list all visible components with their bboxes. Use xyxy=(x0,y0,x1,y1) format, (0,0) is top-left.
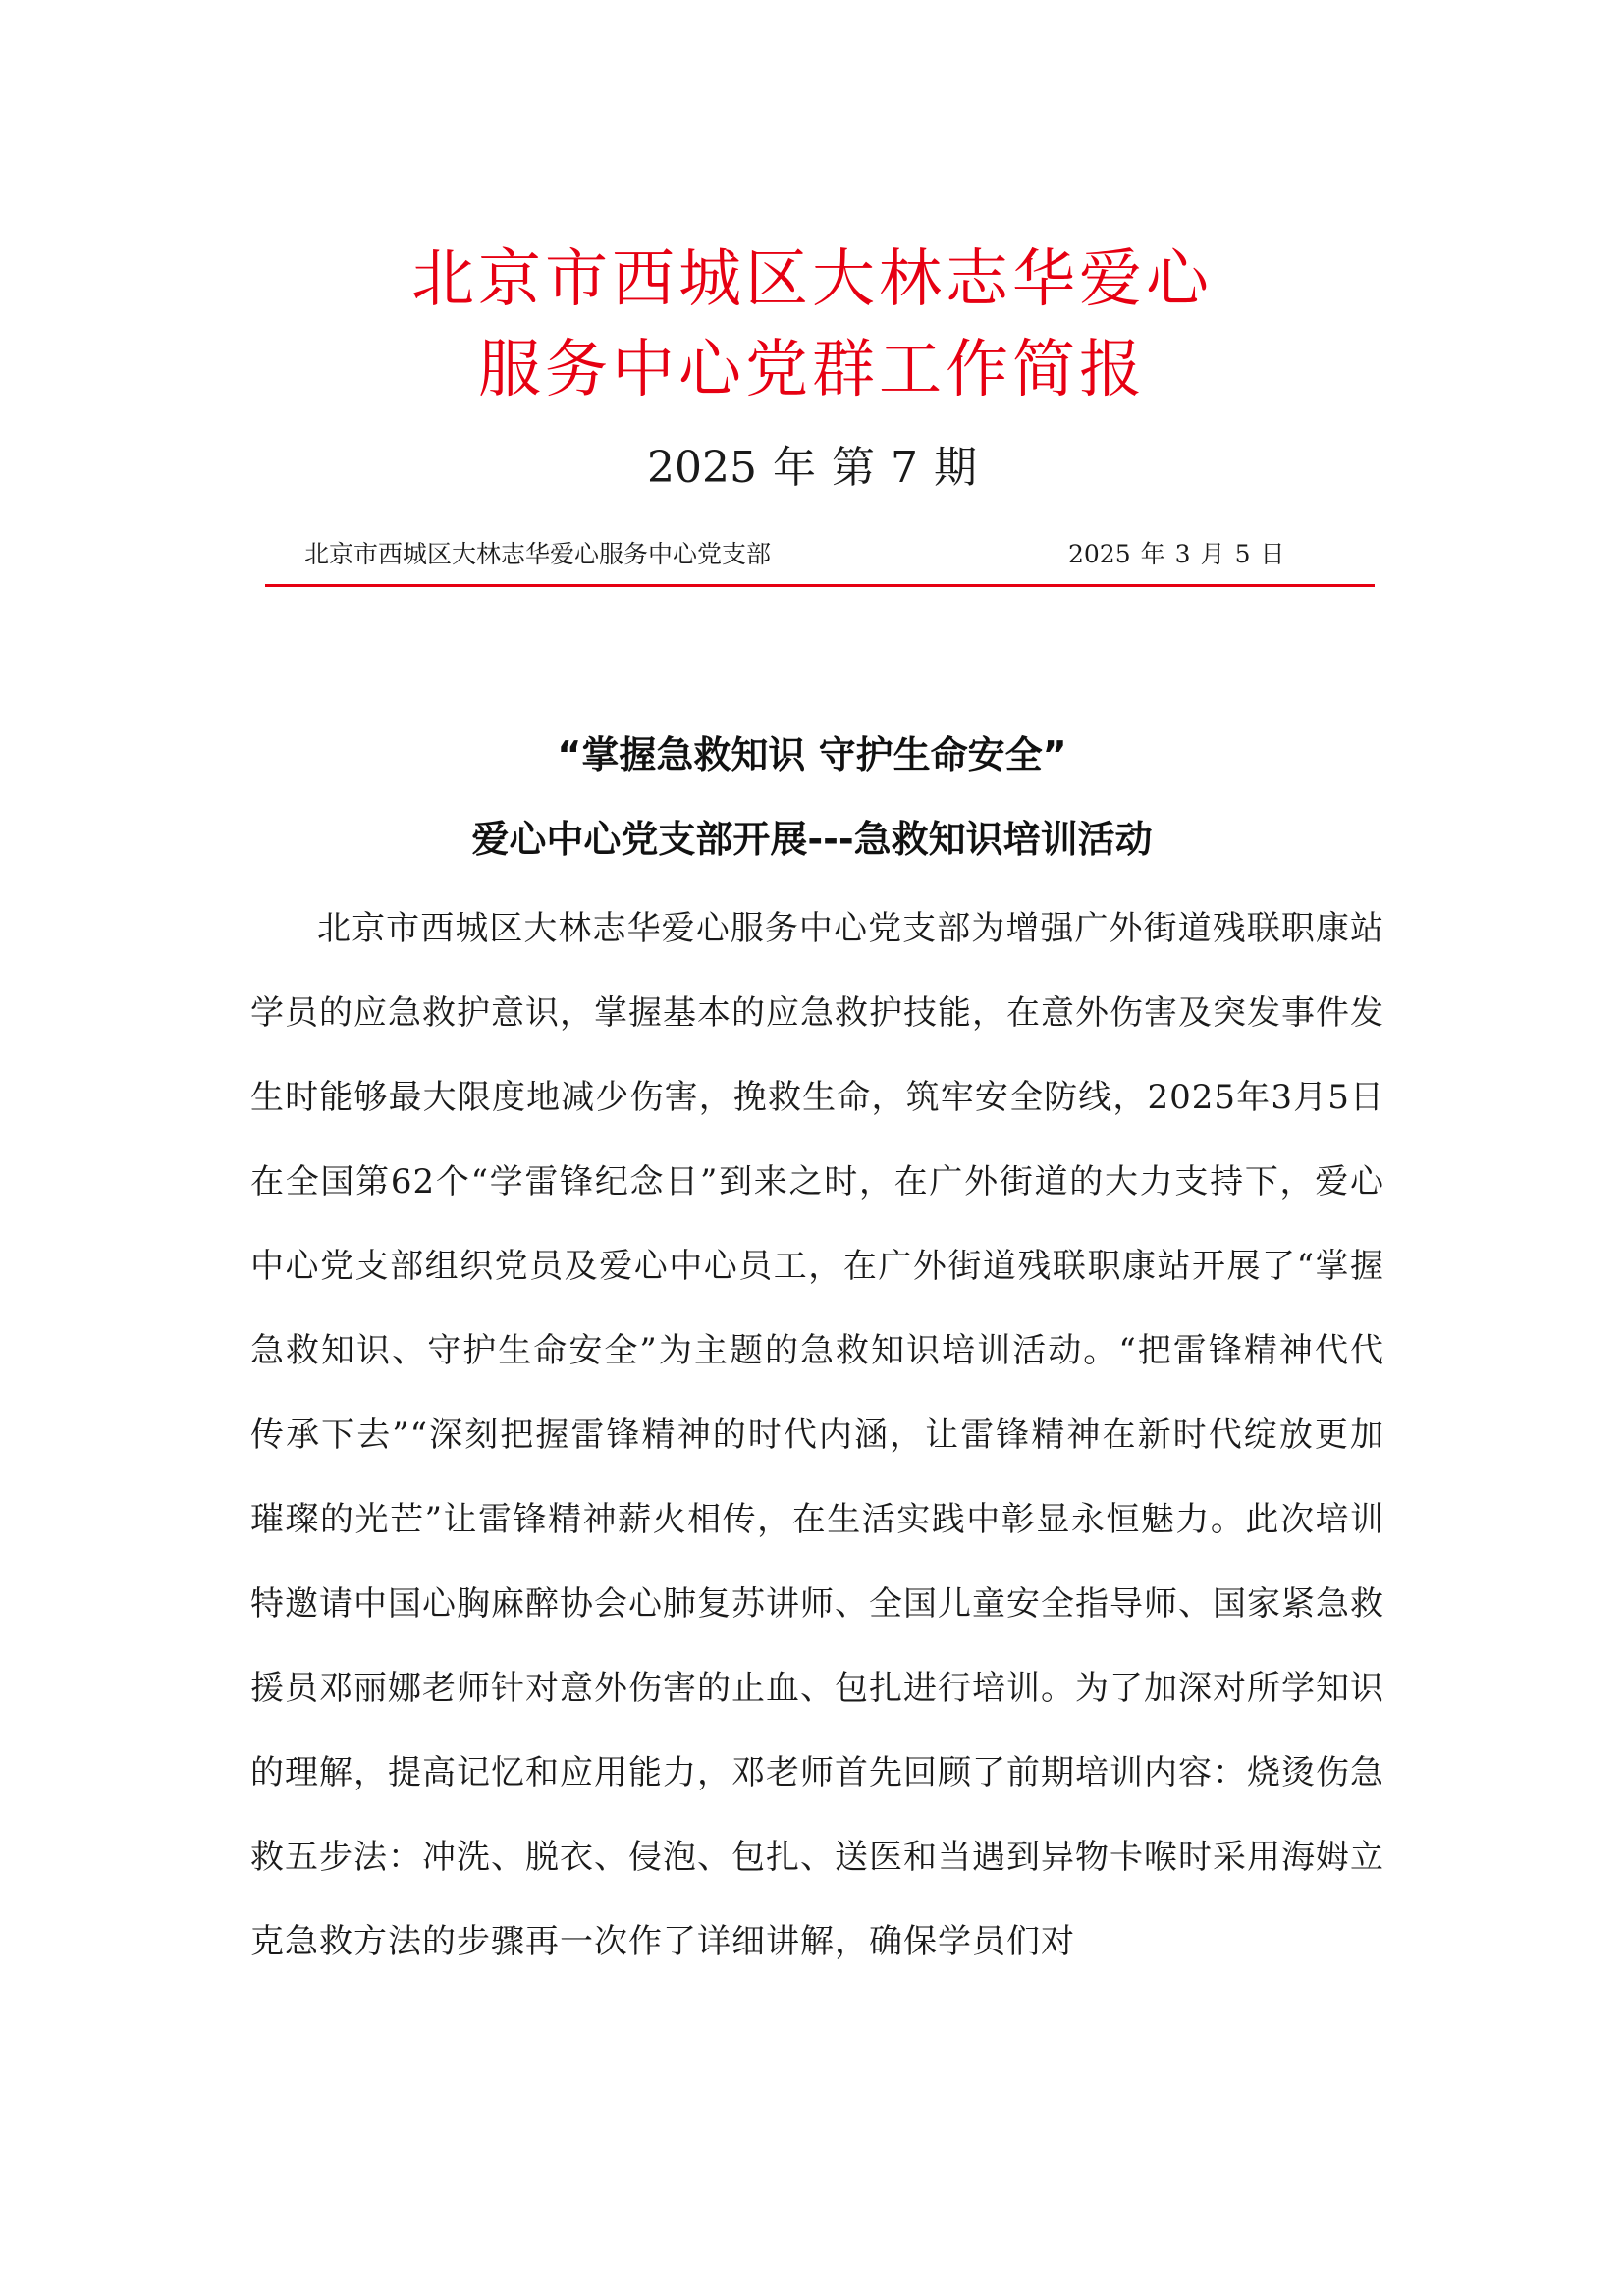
issue-suffix: 期 xyxy=(933,443,977,493)
bulletin-title-line-2: 服务中心党群工作简报 xyxy=(478,334,1146,406)
masthead-divider xyxy=(265,584,1375,587)
issue-number: 7 xyxy=(890,443,918,493)
date-day: 5 xyxy=(1234,540,1251,568)
date-year: 2025 xyxy=(1068,540,1131,568)
issue-year-unit: 年 xyxy=(772,443,816,493)
article-body: 北京市西城区大林志华爱心服务中心党支部为增强广外街道残联职康站学员的应急救护意识，掌握基本的应急救护技能，在意外伤害及突发事件发生时能够最大限度地减少伤害，挽救生命，筑牢安全防线，2025年3月5日在全国第62个“学雷锋纪念日”到来之时，在广外街道的大力支持下，爱心中心党支部组织党员及爱心中心员工，在广外街道残联职康站开展了“掌握急救知识、守护生命安全”为主题的急救知识培训活动。“把雷锋精神代代传承下去”“深刻把握雷锋精神的时代内涵，让雷锋精神在新时代绽放更加璀璨的光芒”让雷锋精神薪火相传，在生活实践中彰显永恒魅力。此次培训特邀请中国心胸麻醉协会心肺复苏讲师、全国儿童安全指导师、国家紧急救援员邓丽娜老师针对意外伤害的止血、包扎进行培训。为了加深对所学知识的理解，提高记忆和应用能力，邓老师首先回顾了前期培训内容：烧烫伤急救五步法：冲洗、脱衣、侵泡、包扎、送医和当遇到异物卡喉时采用海姆立克急救方法的步骤再一次作了详细讲解，确保学员们对 xyxy=(250,909,1384,1961)
issue-line xyxy=(0,443,1624,493)
date-month: 3 xyxy=(1174,540,1191,568)
publisher-organization: 北京市西城区大林志华爱心服务中心党支部 xyxy=(304,540,772,568)
date-day-unit: 日 xyxy=(1260,540,1285,568)
issue-prefix: 第 xyxy=(831,443,875,493)
issue-year: 2025 xyxy=(647,443,757,493)
article-subheadline: 爱心中心党支部开展---急救知识培训活动 xyxy=(471,818,1153,861)
publish-date xyxy=(1068,542,1294,566)
bulletin-title-line-1: 北京市西城区大林志华爱心 xyxy=(411,243,1213,316)
article-headline: “掌握急救知识 守护生命安全” xyxy=(557,733,1067,776)
date-month-unit: 月 xyxy=(1200,540,1225,568)
date-year-unit: 年 xyxy=(1140,540,1165,568)
